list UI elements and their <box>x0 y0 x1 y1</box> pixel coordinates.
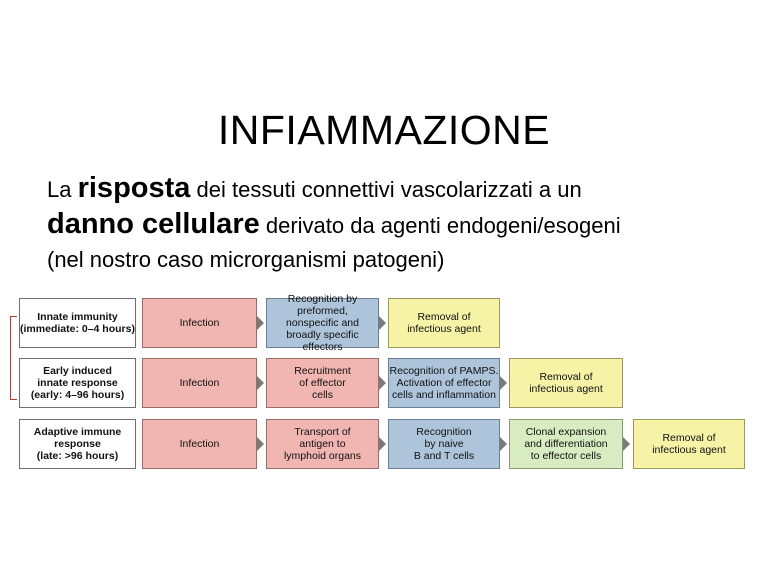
flow-arrow-icon <box>500 376 507 390</box>
step-recognition-pamps: Recognition of PAMPS. Activation of effector cells and inflammation <box>388 358 500 408</box>
step-removal: Removal of infectious agent <box>388 298 500 348</box>
slide-title: INFIAMMAZIONE <box>217 107 551 153</box>
flow-arrow-icon <box>379 437 386 451</box>
definition-part-1: La <box>47 177 78 202</box>
flow-arrow-icon <box>500 437 507 451</box>
flow-arrow-icon <box>257 437 264 451</box>
step-transport-antigen: Transport of antigen to lymphoid organs <box>266 419 379 469</box>
step-clonal-expansion: Clonal expansion and differentiation to effector cells <box>509 419 623 469</box>
step-removal: Removal of infectious agent <box>633 419 745 469</box>
flow-arrow-icon <box>257 376 264 390</box>
step-infection: Infection <box>142 358 257 408</box>
flow-arrow-icon <box>623 437 630 451</box>
step-removal: Removal of infectious agent <box>509 358 623 408</box>
row-label-innate: Innate immunity (immediate: 0–4 hours) <box>19 298 136 348</box>
step-recruitment: Recruitment of effector cells <box>266 358 379 408</box>
definition-part-4: (nel nostro caso microrganismi patogeni) <box>47 247 445 272</box>
step-recognition-preformed: Recognition by preformed, nonspecific and broadly specific effectors <box>266 298 379 348</box>
definition-bold-1: risposta <box>77 172 191 204</box>
row-label-early-induced: Early induced innate response (early: 4–96 hours) <box>19 358 136 408</box>
row-label-adaptive: Adaptive immune response (late: >96 hours) <box>19 419 136 469</box>
definition-part-3: derivato da agenti endogeni/esogeni <box>259 213 621 238</box>
flow-arrow-icon <box>379 316 386 330</box>
step-recognition-naive: Recognition by naive B and T cells <box>388 419 500 469</box>
flow-arrow-icon <box>257 316 264 330</box>
step-infection: Infection <box>142 298 257 348</box>
flow-arrow-icon <box>379 376 386 390</box>
definition-bold-2: danno cellulare <box>47 208 260 240</box>
step-infection: Infection <box>142 419 257 469</box>
definition-part-2: dei tessuti connettivi vascolarizzati a un <box>190 177 582 202</box>
